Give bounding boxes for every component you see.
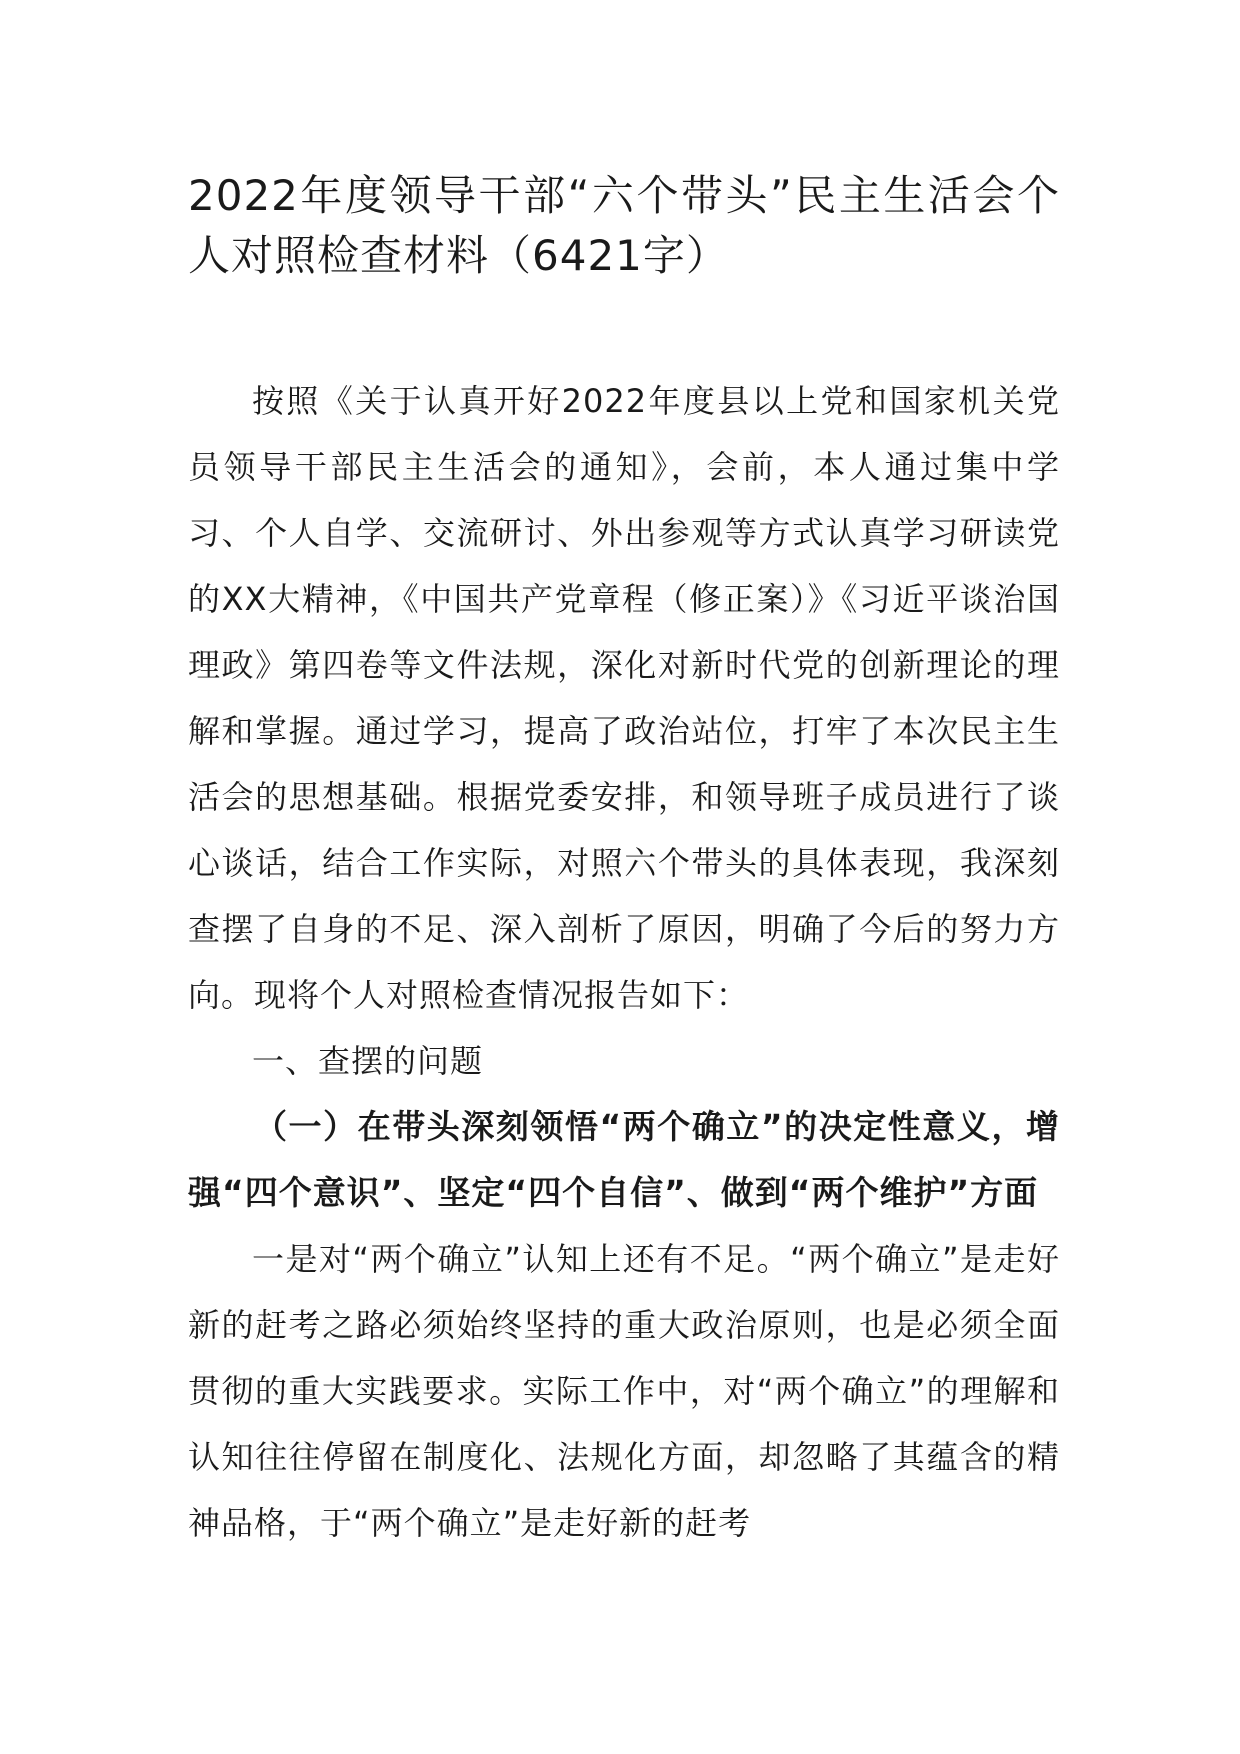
document-page (188, 0, 1060, 1754)
subsection-heading-1: （一）在带头深刻领悟“两个确立”的决定性意义，增强“四个意识”、坚定“四个自信”、做到“两个维护”方面 (188, 1107, 1060, 1212)
section-heading-problems: 一、查摆的问题 (252, 1042, 484, 1080)
document-title: 2022年度领导干部“六个带头”民主生活会个人对照检查材料（6421字） (188, 171, 1060, 280)
point-paragraph-1: 一是对“两个确立”认知上还有不足。“两个确立”是走好新的赶考之路必须始终坚持的重大政治原则，也是必须全面贯彻的重大实践要求。实际工作中，对“两个确立”的理解和认知往往停留在制度化、法规化方面，却忽略了其蕴含的精神品格，于“两个确立”是走好新的赶考 (188, 1240, 1060, 1542)
document-body (188, 368, 1060, 1556)
intro-paragraph: 按照《关于认真开好2022年度县以上党和国家机关党员领导干部民主生活会的通知》，会前，本人通过集中学习、个人自学、交流研讨、外出参观等方式认真学习研读党的XX大精神，《中国共产党章程（修正案）》《习近平谈治国理政》第四卷等文件法规，深化对新时代党的创新理论的理解和掌握。通过学习，提高了政治站位，打牢了本次民主生活会的思想基础。根据党委安排，和领导班子成员进行了谈心谈话，结合工作实际，对照六个带头的具体表现，我深刻查摆了自身的不足、深入剖析了原因，明确了今后的努力方向。现将个人对照检查情况报告如下： (188, 382, 1060, 1014)
